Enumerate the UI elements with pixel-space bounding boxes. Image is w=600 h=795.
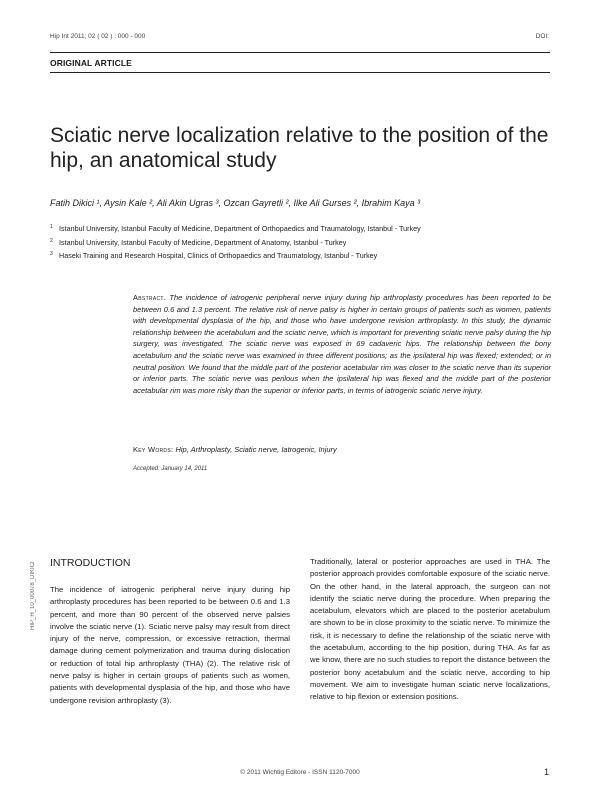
introduction-heading: INTRODUCTION bbox=[50, 557, 131, 569]
abstract bbox=[133, 292, 551, 396]
affiliation-number: 2 bbox=[50, 237, 53, 244]
accepted-date: Accepted: January 14, 2011 bbox=[133, 466, 208, 472]
keywords-label: Key Words: bbox=[133, 445, 174, 454]
page-number: 1 bbox=[543, 767, 549, 777]
introduction-column-1: The incidence of iatrogenic peripheral nerve injury during hip arthroplasty procedures has been reported to be between 0.6 and 1.3 percent, and more than 90 percent of the observed nerve palsies involve the sciatic nerve (1). Sciatic nerve palsy may result from direct injury of the nerve, compression, or excessive retraction, thermal damage during cement polymerization and trauma during dislocation or reduction of total hip arthroplasty (THA) (2). The relative risk of nerve palsy is higher in certain groups of patients such as women, patients with developmental dysplasia of the hip, and those who have undergone revision arthroplasty (3). bbox=[50, 585, 290, 705]
abstract-text: The incidence of iatrogenic peripheral nerve injury during hip arthroplasty procedures has been reported to be between 0.6 and 1.3 percent. The relative risk of nerve palsy is higher in certain groups of patients such as women, patients with developmental dysplasia of the hip, and those who have undergone revision arthroplasty. In this study, the dynamic relationship between the acetabulum and the sciatic nerve, which is important for preventing sciatic nerve palsy during the hip surgery, was investigated. The sciatic nerve was exposed in 69 cadaveric hips. The relationship between the bony acetabulum and the sciatic nerve was examined in three different positions; as the ipsilateral hip was flexed; extended; or in neutral position. We found that the middle part of the posterior acetabular rim was closer to the sciatic nerve than its superior or inferior parts. The sciatic nerve was perilous when the ipsilateral hip was flexed and the middle part of the posterior acetabular rim was more risky than the superior or inferior parts, in terms of iatrogenic sciatic nerve injury. bbox=[133, 293, 551, 395]
keywords bbox=[133, 445, 551, 454]
section-label: ORIGINAL ARTICLE bbox=[50, 58, 132, 68]
keywords-text: Hip, Arthroplasty, Sciatic nerve, Iatrogenic, Injury bbox=[175, 445, 337, 454]
introduction-column-2: Traditionally, lateral or posterior approaches are used in THA. The posterior approach provides comfortable exposure of the sciatic nerve. On the other hand, in the lateral approach, the surgeon can not identify the sciatic nerve during the procedure. When preparing the acetabulum, elevators which are placed to the posterior acetabulum are shown to be in close proximity to the sciatic nerve. To minimize the risk, it is necessary to define the relationship of the sciatic nerve with the acetabulum, according to the hip position, during THA. As far as we know, there are no such studies to report the distance between the posterior bony acetabulum and the sciatic nerve, according to hip movement. We aim to investigate human sciatic nerve localizations, relative to hip flexion or extension positions. bbox=[310, 557, 550, 702]
journal-citation: Hip Int 2011; 02 ( 02 ) : 000 - 000 bbox=[50, 33, 146, 40]
affiliation-text: Haseki Training and Research Hospital, Clinics of Orthopaedics and Traumatology, Istanbul - Turkey bbox=[59, 251, 378, 260]
section-rule bbox=[50, 72, 550, 73]
article-title: Sciatic nerve localization relative to the position of the hip, an anatomical study bbox=[50, 124, 549, 172]
doi-label: DOI: bbox=[535, 33, 549, 40]
affiliation-2 bbox=[50, 238, 550, 252]
affiliation-number: 3 bbox=[50, 251, 53, 257]
affiliation-text: Istanbul University, Istanbul Faculty of Medicine, Department of Anatomy, Istanbul - Turkey bbox=[59, 237, 347, 247]
author-list: Fatih Dikici ¹, Aysin Kale ², Ali Akin Ugras ³, Ozcan Gayretli ², Ilke Ali Gurses ², Ibrahim Kaya ³ bbox=[50, 198, 421, 208]
header-rule bbox=[50, 52, 550, 53]
manuscript-id: HIP_H_10_00078_DIKICI bbox=[30, 561, 36, 630]
affiliation-text: Istanbul University, Istanbul Faculty of Medicine, Department of Orthopaedics and Traumatology, Istanbul - Turkey bbox=[59, 224, 421, 233]
abstract-label: Abstract. bbox=[133, 293, 167, 302]
affiliation-number: 1 bbox=[50, 224, 53, 230]
copyright-footer: © 2011 Wichtig Editore - ISSN 1120-7000 bbox=[240, 769, 360, 776]
affiliation-3 bbox=[50, 251, 550, 265]
affiliations bbox=[50, 224, 550, 265]
affiliation-1 bbox=[50, 224, 550, 238]
